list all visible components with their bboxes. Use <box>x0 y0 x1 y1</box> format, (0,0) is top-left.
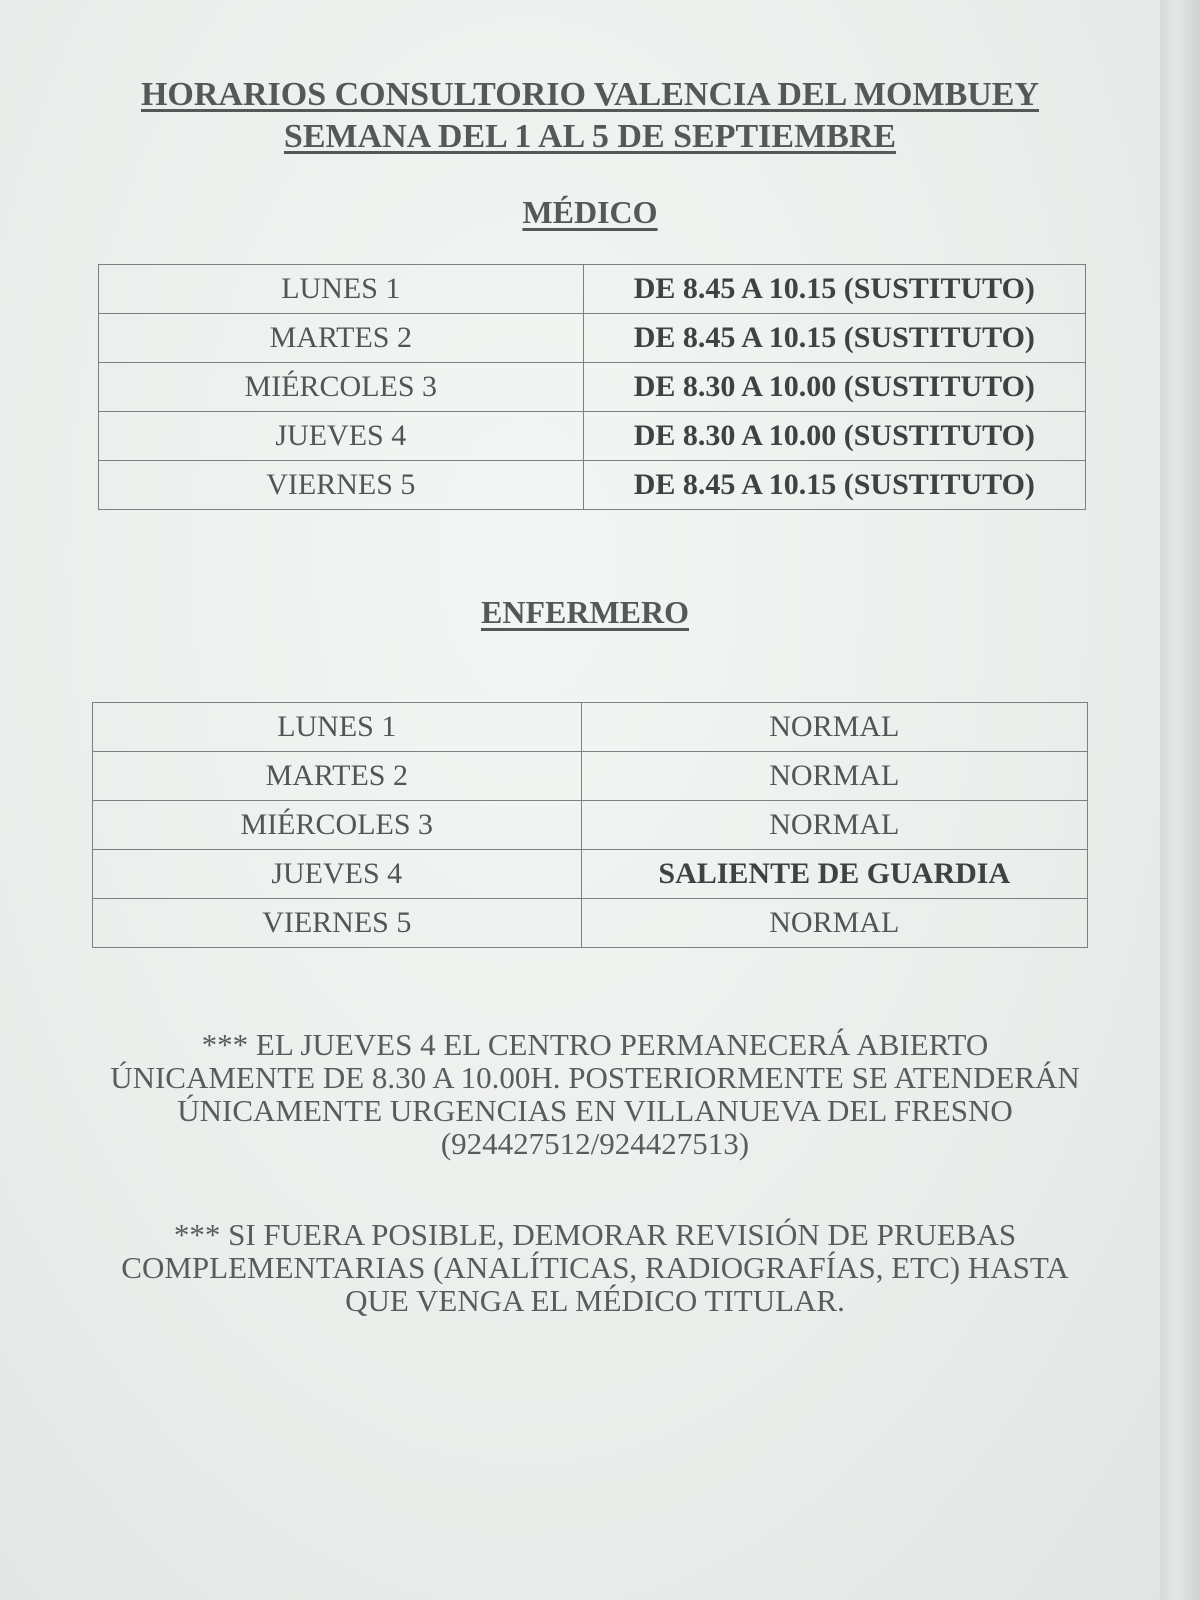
schedule-cell: NORMAL <box>581 703 1087 752</box>
table-row <box>99 461 1086 510</box>
note-thursday-closure: *** EL JUEVES 4 EL CENTRO PERMANECERÁ ABIERTO ÚNICAMENTE DE 8.30 A 10.00H. POSTERIORMENTE SE ATENDERÁN ÚNICAMENTE URGENCIAS EN VILLANUEVA DEL FRESNO (924427512/924427513) <box>110 1027 1080 1161</box>
table-row <box>93 703 1088 752</box>
schedule-cell: NORMAL <box>581 899 1087 948</box>
note-delay-tests: *** SI FUERA POSIBLE, DEMORAR REVISIÓN DE PRUEBAS COMPLEMENTARIAS (ANALÍTICAS, RADIOGRAFÍAS, ETC) HASTA QUE VENGA EL MÉDICO TITULAR. <box>121 1217 1069 1318</box>
day-cell: VIERNES 5 <box>93 899 582 948</box>
table-row <box>93 752 1088 801</box>
day-cell: LUNES 1 <box>99 265 584 314</box>
medico-heading: MÉDICO <box>522 194 658 230</box>
schedule-cell: DE 8.30 A 10.00 (SUSTITUTO) <box>583 412 1085 461</box>
page-edge <box>1160 0 1200 1600</box>
day-cell: LUNES 1 <box>93 703 582 752</box>
medico-table <box>98 264 1086 510</box>
table-row <box>99 314 1086 363</box>
table-row <box>99 363 1086 412</box>
enfermero-heading: ENFERMERO <box>481 594 689 630</box>
day-cell: JUEVES 4 <box>93 850 582 899</box>
table-row <box>93 850 1088 899</box>
document-subtitle: SEMANA DEL 1 AL 5 DE SEPTIEMBRE <box>283 118 897 155</box>
day-cell: MIÉRCOLES 3 <box>99 363 584 412</box>
day-cell: MIÉRCOLES 3 <box>93 801 582 850</box>
document-title: HORARIOS CONSULTORIO VALENCIA DEL MOMBUEY <box>140 76 1040 113</box>
schedule-cell: DE 8.45 A 10.15 (SUSTITUTO) <box>583 265 1085 314</box>
day-cell: MARTES 2 <box>93 752 582 801</box>
schedule-cell: NORMAL <box>581 752 1087 801</box>
schedule-cell: DE 8.30 A 10.00 (SUSTITUTO) <box>583 363 1085 412</box>
schedule-cell: NORMAL <box>581 801 1087 850</box>
day-cell: JUEVES 4 <box>99 412 584 461</box>
schedule-cell: DE 8.45 A 10.15 (SUSTITUTO) <box>583 314 1085 363</box>
day-cell: VIERNES 5 <box>99 461 584 510</box>
schedule-cell: SALIENTE DE GUARDIA <box>581 850 1087 899</box>
table-row <box>93 801 1088 850</box>
table-row <box>99 412 1086 461</box>
day-cell: MARTES 2 <box>99 314 584 363</box>
table-row <box>93 899 1088 948</box>
schedule-cell: DE 8.45 A 10.15 (SUSTITUTO) <box>583 461 1085 510</box>
table-row <box>99 265 1086 314</box>
enfermero-table <box>92 702 1088 948</box>
